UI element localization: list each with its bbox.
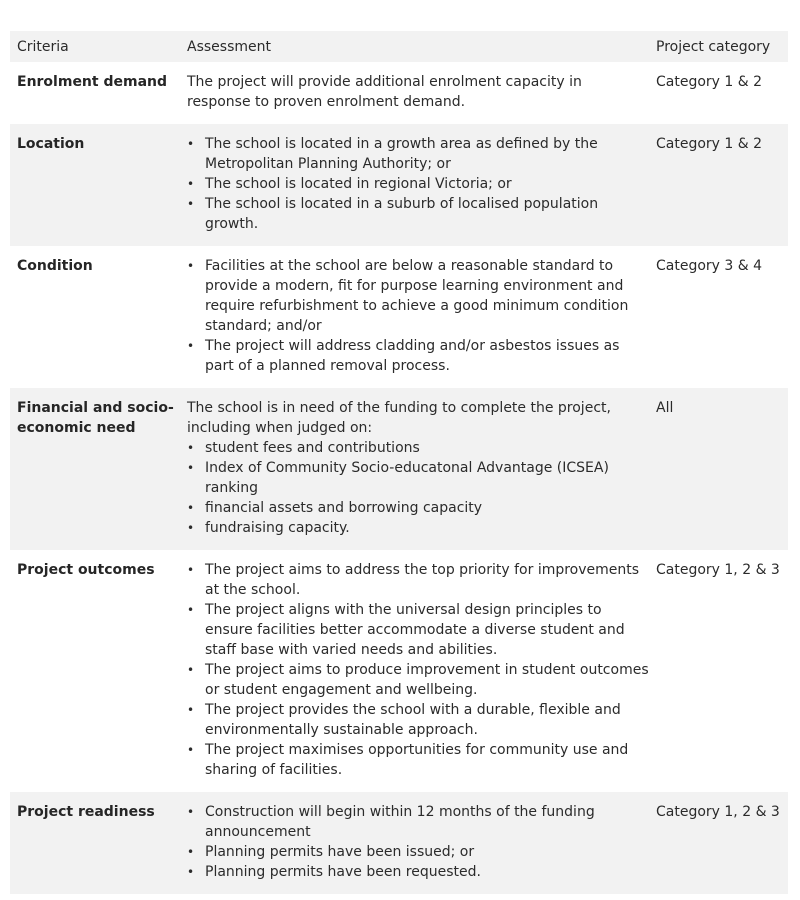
assessment-bullet-list: [187, 438, 649, 538]
assessment-bullet-list: [187, 560, 649, 780]
assessment-intro: The school is in need of the funding to complete the project, including when judged on:: [187, 400, 611, 436]
criteria-table: [10, 31, 788, 894]
assessment-bullet: • The school is located in a suburb of localised population growth.: [187, 194, 649, 234]
category-label: Category 1, 2 & 3: [656, 804, 780, 820]
criteria-label: Condition: [17, 258, 93, 274]
assessment-bullet: • Index of Community Socio-educatonal Advantage (ICSEA) ranking: [187, 458, 649, 498]
table-row: [10, 388, 788, 550]
criteria-label: Enrolment demand: [17, 74, 168, 90]
assessment-bullet: • student fees and contributions: [187, 438, 649, 458]
assessment-bullet: • The school is located in a growth area as defined by the Metropolitan Planning Authority; or: [187, 134, 649, 174]
header-project-category: Project category: [656, 39, 771, 55]
assessment-cell: [180, 134, 649, 246]
table-row: [10, 792, 788, 894]
assessment-bullet: • Construction will begin within 12 months of the funding announcement: [187, 802, 649, 842]
assessment-bullet: • The project aligns with the universal design principles to ensure facilities better accommodate a diverse student and staff base with varied needs and abilities.: [187, 600, 649, 660]
assessment-bullet: • The school is located in regional Victoria; or: [187, 174, 649, 194]
table-row: [10, 124, 788, 246]
assessment-bullet: • financial assets and borrowing capacity: [187, 498, 649, 518]
assessment-bullet-list: [187, 802, 649, 882]
header-criteria: Criteria: [17, 39, 69, 55]
assessment-bullet: • Planning permits have been issued; or: [187, 842, 649, 862]
assessment-cell: [180, 398, 649, 550]
criteria-label: Location: [17, 136, 85, 152]
table-row: [10, 550, 788, 792]
category-label: Category 3 & 4: [656, 258, 763, 274]
assessment-cell: [180, 802, 649, 894]
category-label: Category 1, 2 & 3: [656, 562, 780, 578]
assessment-bullet: • The project aims to produce improvement in student outcomes or student engagement and wellbeing.: [187, 660, 649, 700]
assessment-bullet-list: [187, 134, 649, 234]
assessment-bullet: • Facilities at the school are below a reasonable standard to provide a modern, fit for purpose learning environment and require refurbishment to achieve a good minimum condition standard; and/or: [187, 256, 649, 336]
assessment-bullet: • The project maximises opportunities for community use and sharing of facilities.: [187, 740, 649, 780]
assessment-bullet-list: [187, 256, 649, 376]
table-row: [10, 62, 788, 124]
category-label: Category 1 & 2: [656, 74, 763, 90]
assessment-bullet: • fundraising capacity.: [187, 518, 649, 538]
criteria-label: Project outcomes: [17, 562, 155, 578]
assessment-bullet: • The project will address cladding and/or asbestos issues as part of a planned removal process.: [187, 336, 649, 376]
assessment-cell: [180, 256, 649, 388]
criteria-label: Project readiness: [17, 804, 155, 820]
assessment-cell: [180, 560, 649, 792]
table-row: [10, 246, 788, 388]
category-label: All: [656, 400, 674, 416]
assessment-bullet: • The project provides the school with a durable, flexible and environmentally sustainable approach.: [187, 700, 649, 740]
assessment-text: The project will provide additional enrolment capacity in response to proven enrolment demand.: [187, 74, 582, 110]
assessment-bullet: • Planning permits have been requested.: [187, 862, 649, 882]
header-assessment: Assessment: [187, 39, 271, 55]
category-label: Category 1 & 2: [656, 136, 763, 152]
criteria-label: Financial and socio-economic need: [17, 400, 174, 436]
table-header-row: [10, 31, 788, 62]
assessment-bullet: • The project aims to address the top priority for improvements at the school.: [187, 560, 649, 600]
